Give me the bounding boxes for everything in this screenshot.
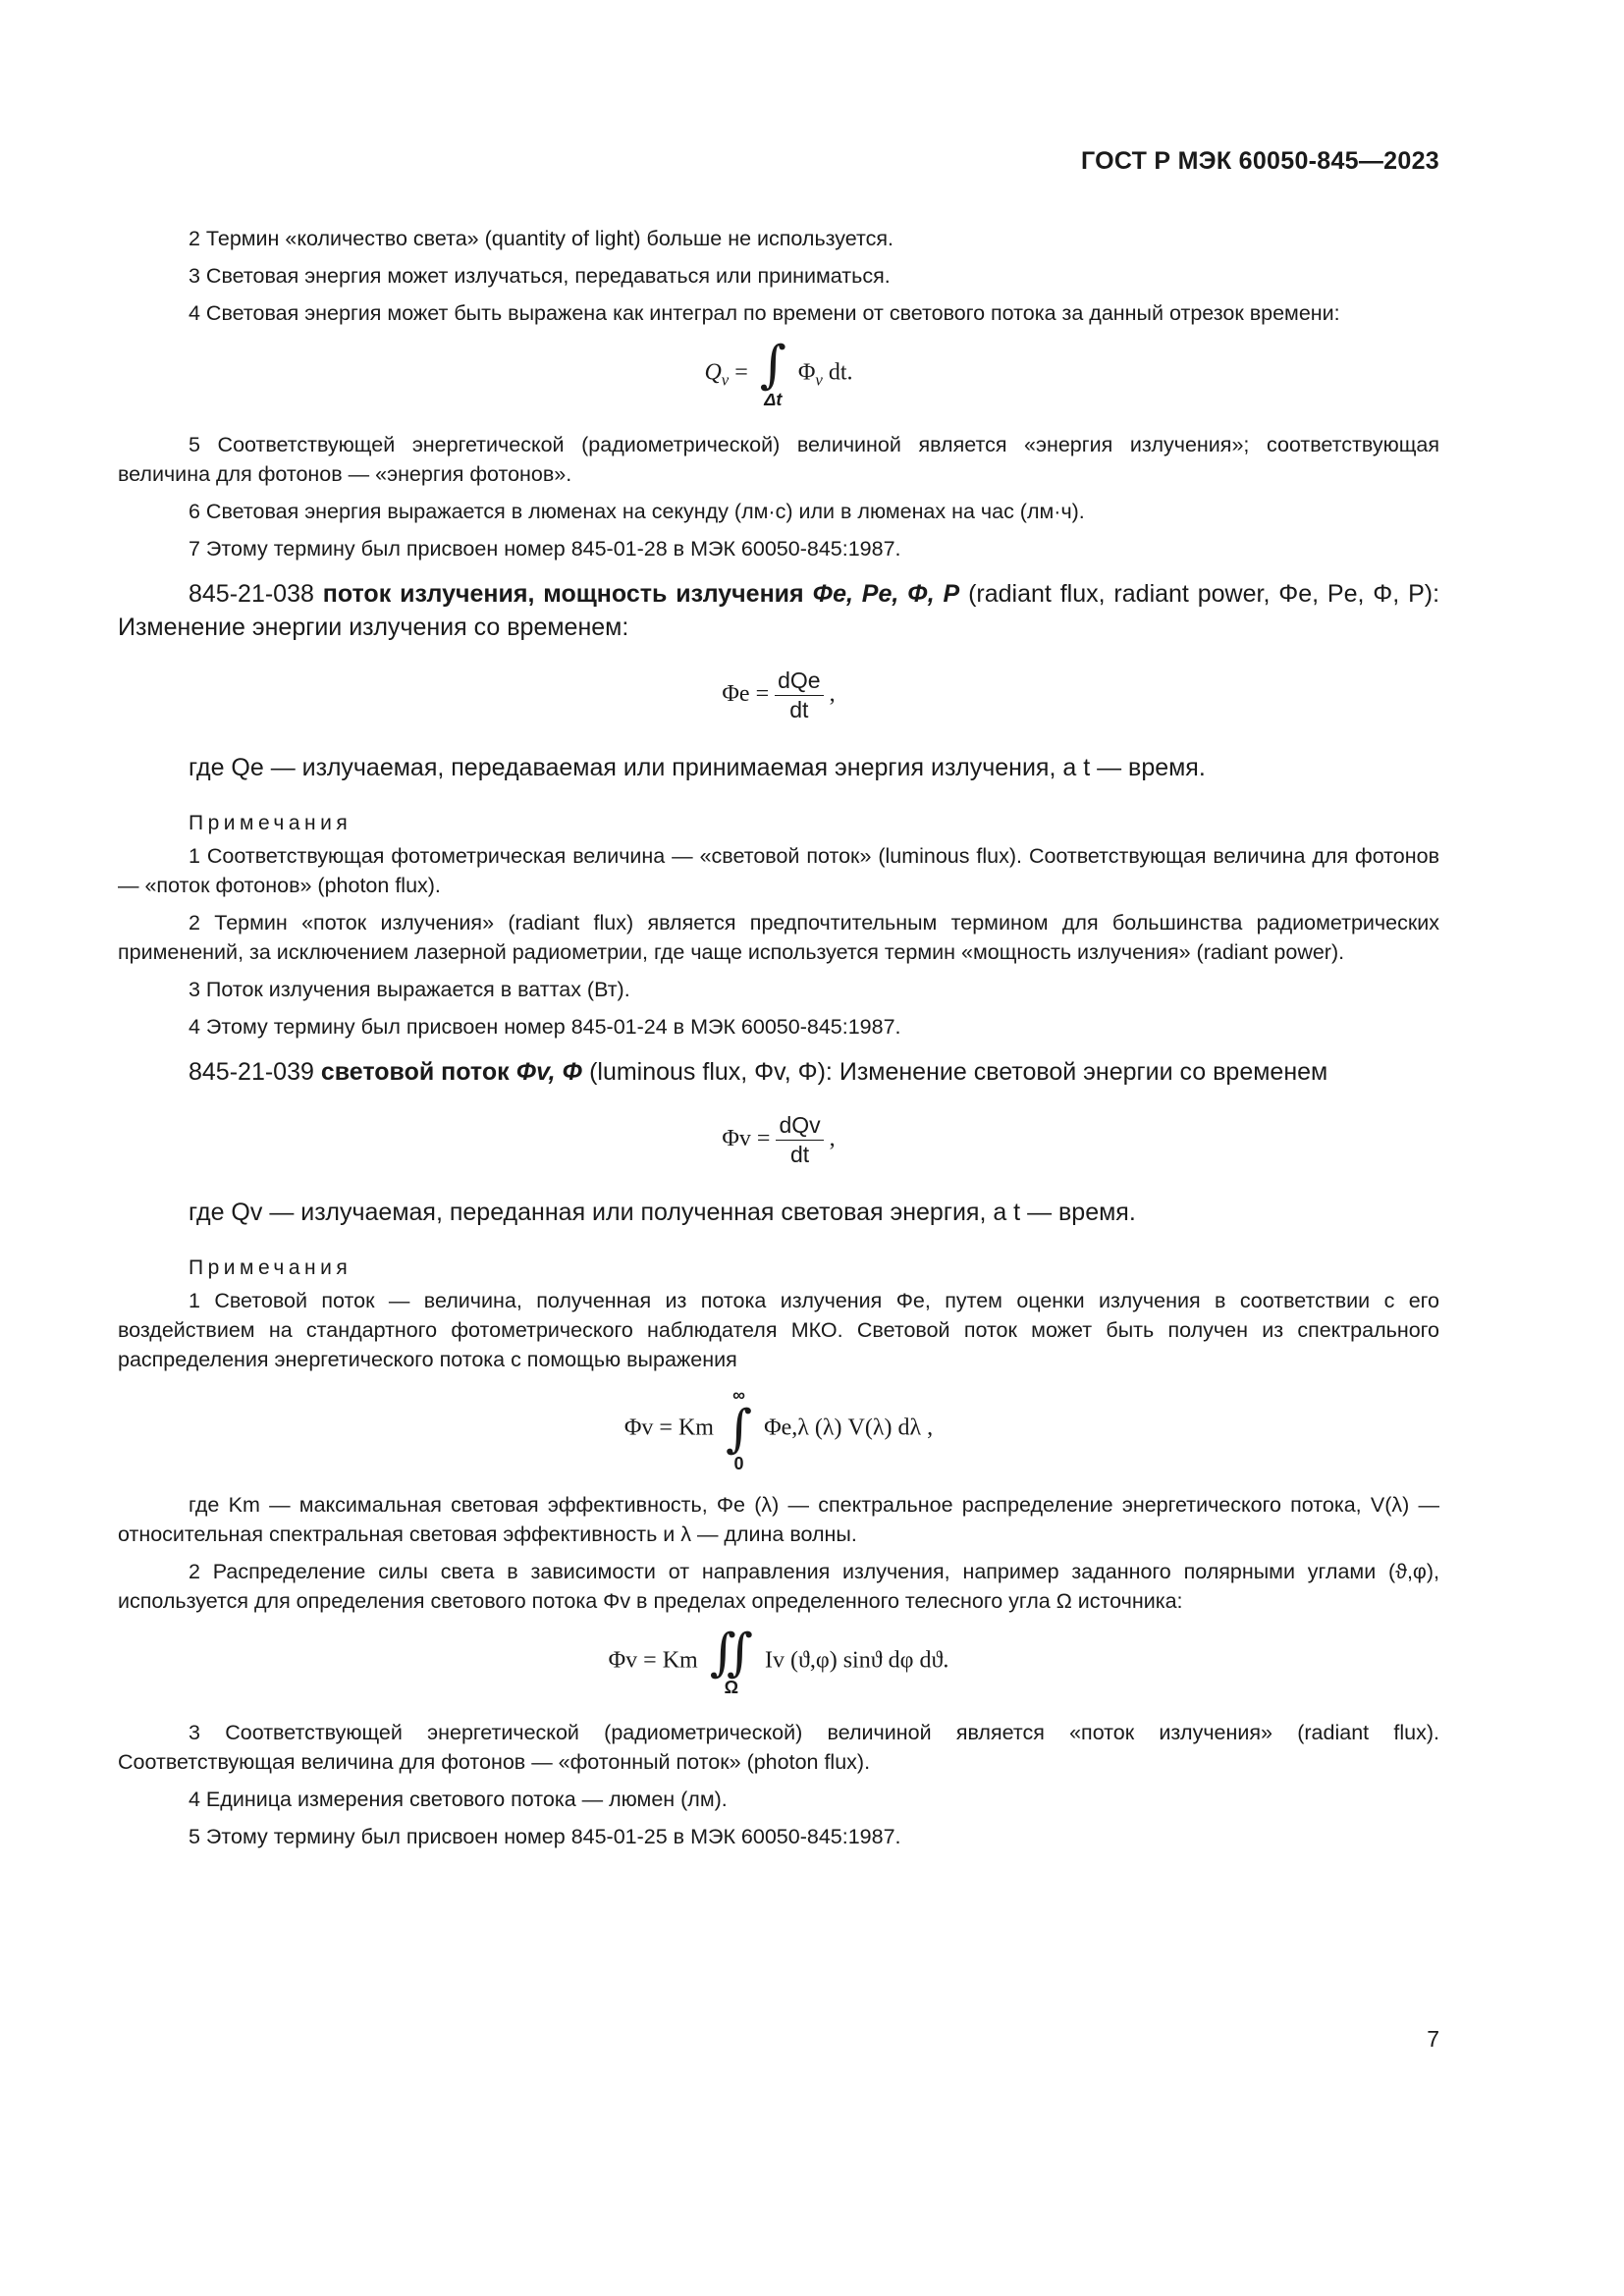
- note-paragraph: 3 Световая энергия может излучаться, передаваться или приниматься.: [189, 264, 891, 288]
- page-number: 7: [1427, 2026, 1439, 2052]
- term-name: световой поток: [320, 1058, 510, 1086]
- term-name: поток излучения, мощность излучения: [322, 580, 804, 608]
- integral-lower-limit: Ω: [724, 1678, 739, 1697]
- term-definition: Изменение световой энергии со временем: [839, 1058, 1328, 1086]
- note-paragraph: 3 Соответствующей энергетической (радиометрической) величиной является «поток излучения» (radiant flux). Соответствующая величина для фотонов — «фотонный поток» (photon flux).: [118, 1721, 1439, 1774]
- formula-tail: ,: [829, 681, 836, 708]
- formula-tail: dt.: [828, 359, 853, 386]
- integral-limit: Δt: [764, 390, 783, 409]
- fraction-denominator: dt: [789, 697, 809, 722]
- note-paragraph: 2 Термин «количество света» (quantity of light) больше не используется.: [189, 227, 894, 250]
- note-paragraph: 3 Поток излучения выражается в ваттах (Вт).: [189, 978, 630, 1001]
- note-paragraph: 2 Распределение силы света в зависимости от направления излучения, например заданного полярными углами (ϑ,φ), используется для определения светового потока Φv в пределах определенного телесного угла Ω источника:: [118, 1560, 1439, 1613]
- note-paragraph: 4 Световая энергия может быть выражена как интеграл по времени от светового потока за данный отрезок времени:: [189, 301, 1340, 325]
- formula-lhs: Φv: [722, 1126, 751, 1152]
- term-number: 845-21-039: [189, 1058, 314, 1086]
- where-clause: где Km — максимальная световая эффективность, Φe (λ) — спектральное распределение энергетического потока, V(λ) — относительная спектральная световая эффективность и λ — длина волны.: [118, 1493, 1439, 1546]
- note-paragraph: 1 Соответствующая фотометрическая величина — «световой поток» (luminous flux). Соответствующая величина для фотонов — «поток фотонов» (photon flux).: [118, 844, 1439, 897]
- integral-lower-limit: 0: [733, 1454, 744, 1473]
- integral-sign: [726, 1386, 752, 1472]
- note-paragraph: 4 Этому термину был присвоен номер 845-01-24 в МЭК 60050-845:1987.: [189, 1015, 901, 1039]
- document-header: ГОСТ Р МЭК 60050-845—2023: [1080, 147, 1439, 175]
- formula-equals: =: [755, 681, 770, 708]
- term-english: (radiant flux, radiant power, Φe, Pe, Φ, P):: [968, 580, 1440, 608]
- term-number: 845-21-038: [189, 580, 314, 608]
- formula-luminous-flux-integral: [118, 1386, 1439, 1472]
- formula-lhs: Q: [704, 359, 722, 386]
- integral-upper-limit: ∞: [732, 1385, 745, 1405]
- term-english: (luminous flux, Φv, Φ):: [589, 1058, 833, 1086]
- note-paragraph: 2 Термин «поток излучения» (radiant flux) является предпочтительным термином для большинства радиометрических применений, за исключением лазерной радиометрии, где чаще используется термин «мощность излучения» (radiant power).: [118, 911, 1439, 964]
- formula-lhs: Φv = Km: [608, 1647, 698, 1674]
- integral-symbol: ∫: [759, 336, 786, 395]
- note-paragraph: 1 Световой поток — величина, полученная из потока излучения Φe, путем оценки излучения в соответствии с его воздействием на стандартного фотометрического наблюдателя МКО. Световой поток может быть получен из спектрального распределения энергетического потока с помощью выражения: [118, 1289, 1439, 1371]
- where-clause: где Qv — излучаемая, переданная или полученная световая энергия, а t — время.: [189, 1199, 1136, 1226]
- formula-body: Φe,λ (λ) V(λ) dλ ,: [764, 1415, 934, 1441]
- term-symbols: Φv, Φ: [515, 1058, 583, 1086]
- term-definition: Изменение энергии излучения со временем:: [118, 614, 629, 641]
- page-content: [118, 224, 1439, 1859]
- fraction-numerator: dQe: [775, 667, 823, 696]
- where-clause: где Qe — излучаемая, передаваемая или принимаемая энергия излучения, а t — время.: [189, 754, 1206, 781]
- formula-tail: ,: [829, 1126, 836, 1152]
- notes-heading: Примечания: [189, 1256, 352, 1279]
- formula-lhs: Φe: [722, 681, 750, 708]
- formula-lhs-sub: v: [721, 370, 730, 390]
- note-paragraph: 5 Соответствующей энергетической (радиометрической) величиной является «энергия излучения»; соответствующая величина для фотонов — «энергия фотонов».: [118, 433, 1439, 486]
- formula-body: Iv (ϑ,φ) sinϑ dφ dϑ.: [765, 1647, 949, 1674]
- note-paragraph: 4 Единица измерения светового потока — люмен (лм).: [189, 1788, 728, 1811]
- notes-heading: Примечания: [189, 812, 352, 834]
- formula-equals: =: [756, 1126, 771, 1152]
- note-paragraph: 5 Этому термину был присвоен номер 845-01-25 в МЭК 60050-845:1987.: [189, 1825, 901, 1848]
- formula-equals: =: [734, 359, 748, 386]
- formula-phi: Φ: [797, 359, 816, 386]
- formula-phi-sub: v: [815, 370, 823, 390]
- formula-fraction: [776, 1112, 823, 1168]
- formula-intensity-integral: [118, 1624, 1439, 1697]
- formula-lhs: Φv = Km: [623, 1415, 714, 1441]
- fraction-denominator: dt: [789, 1142, 810, 1167]
- formula-luminous-flux: [118, 1112, 1439, 1168]
- term-entry-luminous-flux: [118, 1055, 1439, 1089]
- integral-symbol: ∫: [725, 1400, 753, 1459]
- formula-light-energy: [118, 336, 1439, 409]
- formula-fraction: [775, 667, 823, 723]
- formula-radiant-flux: [118, 667, 1439, 723]
- integral-symbol: ∬: [709, 1624, 753, 1682]
- fraction-numerator: dQv: [776, 1112, 823, 1141]
- integral-sign: [709, 1624, 753, 1697]
- term-entry-radiant-flux: [118, 577, 1439, 644]
- integral-sign: [759, 336, 786, 409]
- note-paragraph: 6 Световая энергия выражается в люменах на секунду (лм·с) или в люменах на час (лм·ч).: [189, 500, 1085, 523]
- term-symbols: Φe, Pe, Φ, P: [812, 580, 960, 608]
- note-paragraph: 7 Этому термину был присвоен номер 845-01-28 в МЭК 60050-845:1987.: [189, 537, 901, 561]
